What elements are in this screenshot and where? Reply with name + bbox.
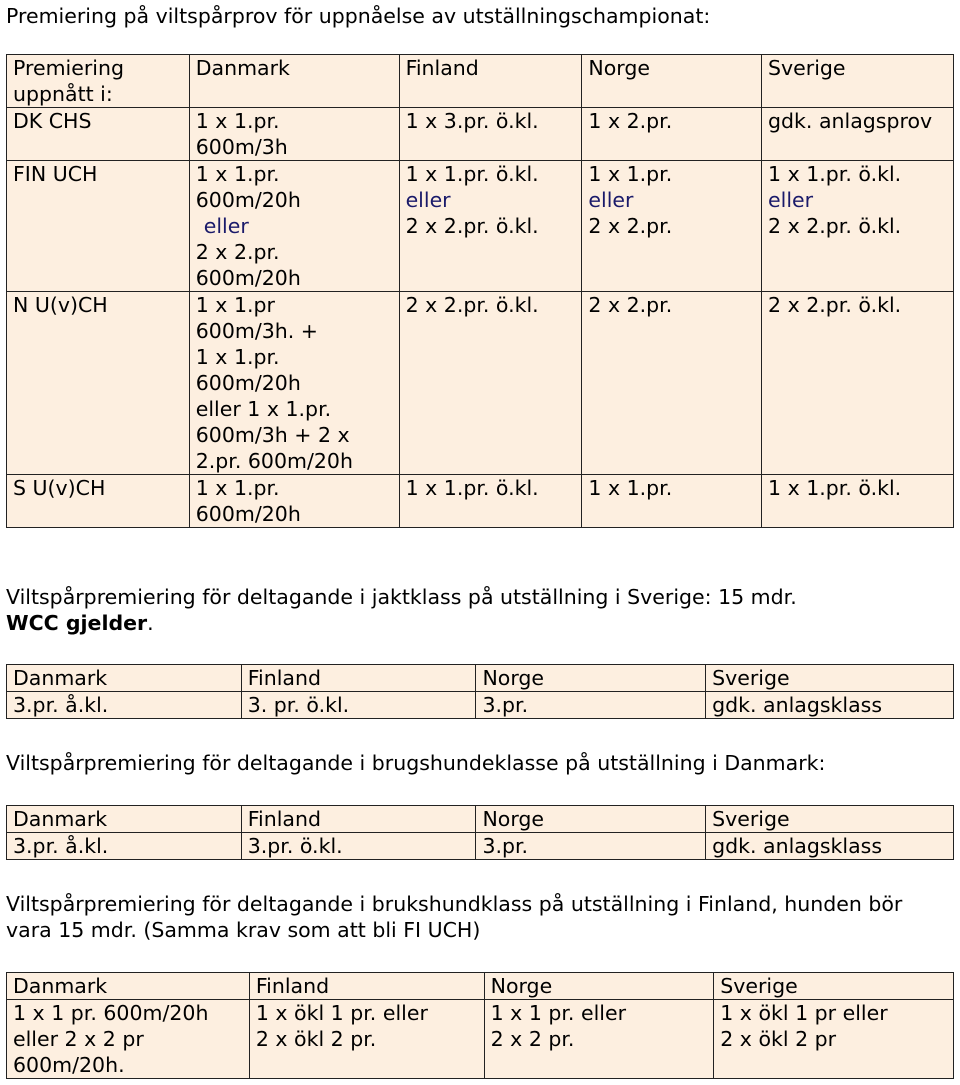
table-header-row (7, 665, 954, 692)
brugshund-table (6, 805, 954, 860)
sverige-cell: 1 x 1.pr. ö.kl. eller 2 x 2.pr. ö.kl. (762, 161, 954, 292)
header-cell: Danmark (7, 973, 250, 1000)
table-cell: 3.pr. ö.kl. (241, 833, 476, 860)
header-cell-danmark: Danmark (189, 55, 399, 108)
header-cell: Norge (476, 665, 706, 692)
table-cell: 1 x ökl 1 pr eller 2 x ökl 2 pr (714, 1000, 954, 1079)
table-row (7, 161, 954, 292)
header-cell: Norge (476, 806, 706, 833)
row-label: N U(v)CH (7, 292, 190, 475)
norge-cell: 1 x 1.pr. (582, 475, 762, 528)
danmark-cell: 1 x 1.pr. 600m/3h (189, 108, 399, 161)
table-cell: gdk. anlagsklass (706, 833, 954, 860)
brugshund-paragraph: Viltspårpremiering för deltagande i brugshundeklasse på utställning i Danmark: (6, 751, 826, 775)
danmark-cell: 1 x 1.pr. 600m/20h (189, 475, 399, 528)
danmark-cell: 1 x 1.pr 600m/3h. + 1 x 1.pr. 600m/20h eller 1 x 1.pr. 600m/3h + 2 x 2.pr. 600m/20h (189, 292, 399, 475)
finland-cell: 1 x 1.pr. ö.kl. (399, 475, 582, 528)
table-row (7, 292, 954, 475)
header-cell: Norge (484, 973, 714, 1000)
row-label: S U(v)CH (7, 475, 190, 528)
norge-cell: 2 x 2.pr. (582, 292, 762, 475)
header-cell: Sverige (706, 665, 954, 692)
table-header-row (7, 55, 954, 108)
row-label: DK CHS (7, 108, 190, 161)
jaktklass-paragraph: Viltspårpremiering för deltagande i jaktklass på utställning i Sverige: 15 mdr. WCC gjelder. (6, 585, 797, 635)
header-cell: Danmark (7, 665, 242, 692)
table-cell: 1 x 1 pr. eller 2 x 2 pr. (484, 1000, 714, 1079)
finland-cell: 1 x 1.pr. ö.kl. eller 2 x 2.pr. ö.kl. (399, 161, 582, 292)
sverige-cell: 2 x 2.pr. ö.kl. (762, 292, 954, 475)
sverige-cell: 1 x 1.pr. ö.kl. (762, 475, 954, 528)
table-cell: gdk. anlagsklass (706, 692, 954, 719)
brukshund-table (6, 972, 954, 1079)
table-cell: 1 x ökl 1 pr. eller 2 x ökl 2 pr. (249, 1000, 484, 1079)
wcc-note: WCC gjelder (6, 611, 148, 635)
norge-cell: 1 x 2.pr. (582, 108, 762, 161)
header-cell: Finland (241, 806, 476, 833)
table-row (7, 475, 954, 528)
header-cell: Danmark (7, 806, 242, 833)
table-row (7, 108, 954, 161)
table-cell: 3.pr. (476, 692, 706, 719)
brukshund-paragraph: Viltspårpremiering för deltagande i brukshundklass på utställning i Finland, hunden bör vara 15 mdr. (Samma krav som att bli FI UCH) (6, 892, 903, 942)
jaktklass-table (6, 664, 954, 719)
table-header-row (7, 973, 954, 1000)
header-cell: Finland (249, 973, 484, 1000)
row-label: FIN UCH (7, 161, 190, 292)
header-cell-norge: Norge (582, 55, 762, 108)
header-cell-finland: Finland (399, 55, 582, 108)
table-header-row (7, 806, 954, 833)
table-row (7, 833, 954, 860)
header-cell-premiering: Premiering uppnått i: (7, 55, 190, 108)
header-cell-sverige: Sverige (762, 55, 954, 108)
header-cell: Sverige (714, 973, 954, 1000)
header-cell: Finland (241, 665, 476, 692)
danmark-cell: 1 x 1.pr. 600m/20h eller 2 x 2.pr. 600m/20h (189, 161, 399, 292)
championship-table (6, 54, 954, 528)
page-title: Premiering på viltspårprov för uppnåelse av utställningschampionat: (6, 4, 711, 28)
norge-cell: 1 x 1.pr. eller 2 x 2.pr. (582, 161, 762, 292)
table-cell: 3.pr. å.kl. (7, 692, 242, 719)
table-row (7, 692, 954, 719)
table-cell: 3.pr. (476, 833, 706, 860)
header-cell: Sverige (706, 806, 954, 833)
table-cell: 3. pr. ö.kl. (241, 692, 476, 719)
sverige-cell: gdk. anlagsprov (762, 108, 954, 161)
table-cell: 3.pr. å.kl. (7, 833, 242, 860)
table-row (7, 1000, 954, 1079)
finland-cell: 1 x 3.pr. ö.kl. (399, 108, 582, 161)
table-cell: 1 x 1 pr. 600m/20h eller 2 x 2 pr 600m/20h. (7, 1000, 250, 1079)
finland-cell: 2 x 2.pr. ö.kl. (399, 292, 582, 475)
